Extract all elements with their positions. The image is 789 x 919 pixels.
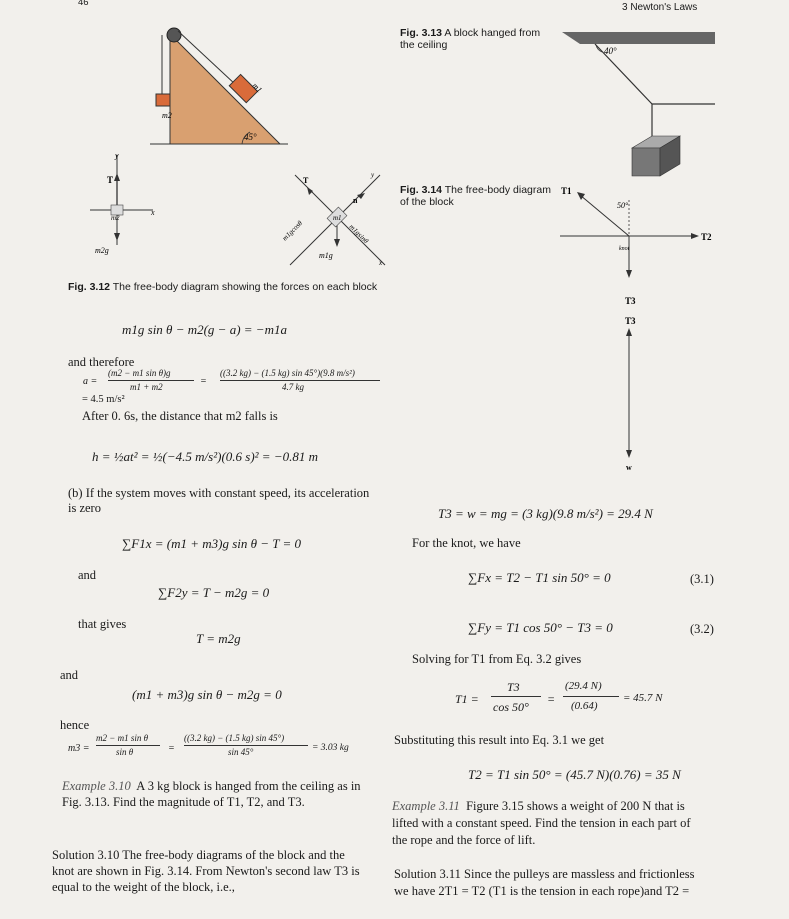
fbd1-T-label: T bbox=[303, 176, 309, 185]
ceiling-diagram bbox=[560, 28, 720, 188]
fbd1-sin-label: m1gsinθ bbox=[347, 222, 370, 246]
sum-f2y: ∑F2y = T − m2g = 0 bbox=[158, 585, 270, 600]
knot-fbd-diagram bbox=[555, 180, 725, 470]
sum-f1x: ∑F1x = (m1 + m3)g sin θ − T = 0 bbox=[122, 536, 302, 551]
t2-equation: T2 = T1 sin 50° = (45.7 N)(0.76) = 35 N bbox=[468, 767, 681, 782]
solution-310-1: Solution 3.10 The free-body diagrams of the block and the bbox=[52, 848, 345, 862]
fig314-w: w bbox=[626, 463, 632, 470]
part-b-2: is zero bbox=[68, 501, 101, 515]
t3-equation: T3 = w = mg = (3 kg)(9.8 m/s²) = 29.4 N bbox=[438, 506, 653, 521]
after-text: After 0. 6s, the distance that m2 falls is bbox=[82, 409, 278, 423]
fig314-T1: T1 bbox=[561, 186, 572, 196]
mass-equation: (m1 + m3)g sin θ − m2g = 0 bbox=[132, 687, 282, 702]
fbd2-y-label: y bbox=[115, 151, 119, 160]
fbd2-weight-label: m2g bbox=[95, 246, 109, 255]
solution-311-1: Solution 3.11 Since the pulleys are massless and frictionless bbox=[394, 867, 695, 881]
fbd1-n-label: n bbox=[353, 196, 358, 205]
accel-result: = 4.5 m/s² bbox=[82, 394, 125, 405]
part-b-1: (b) If the system moves with constant speed, its acceleration bbox=[68, 486, 370, 500]
fig314-knot: knot bbox=[619, 246, 630, 252]
hence: hence bbox=[60, 718, 90, 732]
h-equation: h = ½at² = ½(−4.5 m/s²)(0.6 s)² = −0.81 m bbox=[92, 449, 318, 464]
fbd1-weight-label: m1g bbox=[319, 251, 333, 260]
eq-number-3-2: (3.2) bbox=[690, 622, 714, 636]
example-311-line3: the rope and the force of lift. bbox=[392, 833, 536, 847]
sum-fy: ∑Fy = T1 cos 50° − T3 = 0 bbox=[468, 620, 613, 635]
fbd-m2 bbox=[85, 145, 165, 257]
example-310: Example 3.10 A 3 kg block is hanged from the ceiling as in bbox=[62, 779, 361, 793]
for-knot: For the knot, we have bbox=[412, 536, 521, 550]
fbd2-x-label: x bbox=[151, 208, 155, 217]
fig314-angle: 50° bbox=[617, 201, 629, 210]
solution-310-3: equal to the weight of the block, i.e., bbox=[52, 880, 235, 894]
fig314-T3b: T3 bbox=[625, 316, 636, 326]
solution-311-2: we have 2T1 = T2 (T1 is the tension in each rope)and T2 = bbox=[394, 884, 690, 898]
eq-motion: m1g sin θ − m2(g − a) = −m1a bbox=[122, 322, 287, 337]
fig313-caption: Fig. 3.13 A block hanged from the ceiling bbox=[400, 27, 541, 51]
that-gives: that gives bbox=[78, 617, 127, 631]
m1-label: m1 bbox=[250, 81, 264, 95]
and-1: and bbox=[78, 568, 97, 582]
fbd1-m1-label: m1 bbox=[333, 214, 342, 222]
fbd1-cos-label: m1gcosθ bbox=[280, 219, 304, 243]
fig314-T2: T2 bbox=[701, 232, 712, 242]
fbd2-T-label: T bbox=[107, 175, 114, 185]
fbd2-m2-label: m2 bbox=[111, 214, 120, 222]
fig314-T3a: T3 bbox=[625, 296, 636, 306]
and-therefore: and therefore bbox=[68, 355, 135, 369]
t-equation: T = m2g bbox=[196, 631, 241, 646]
angle-label: 45° bbox=[244, 132, 257, 142]
m2-label: m2 bbox=[162, 111, 172, 120]
solution-310-2: knot are shown in Fig. 3.14. From Newton's second law T3 is bbox=[52, 864, 360, 878]
substituting-text: Substituting this result into Eq. 3.1 we get bbox=[394, 733, 605, 747]
fbd1-x-label: x bbox=[379, 259, 383, 267]
and-2: and bbox=[60, 668, 79, 682]
fig312-caption: Fig. 3.12 The free-body diagram showing the forces on each block bbox=[68, 281, 378, 293]
fig313-angle: 40° bbox=[604, 46, 617, 56]
incline-diagram bbox=[150, 22, 290, 147]
example-310-line2: Fig. 3.13. Find the magnitude of T1, T2, and T3. bbox=[62, 795, 305, 809]
example-311: Example 3.11 Figure 3.15 shows a weight of 200 N that is bbox=[392, 799, 685, 813]
example-311-line2: lifted with a constant speed. Find the tension in each part of bbox=[392, 816, 691, 830]
sum-fx: ∑Fx = T2 − T1 sin 50° = 0 bbox=[468, 570, 611, 585]
fig314-caption: Fig. 3.14 The free-body diagram of the block bbox=[400, 184, 551, 208]
solving-text: Solving for T1 from Eq. 3.2 gives bbox=[412, 652, 582, 666]
fbd-m1 bbox=[275, 165, 400, 270]
page-number: 46 bbox=[78, 0, 89, 8]
eq-number-3-1: (3.1) bbox=[690, 572, 714, 586]
fbd1-y-label: y bbox=[371, 171, 375, 179]
running-header: 3 Newton's Laws bbox=[622, 2, 698, 13]
